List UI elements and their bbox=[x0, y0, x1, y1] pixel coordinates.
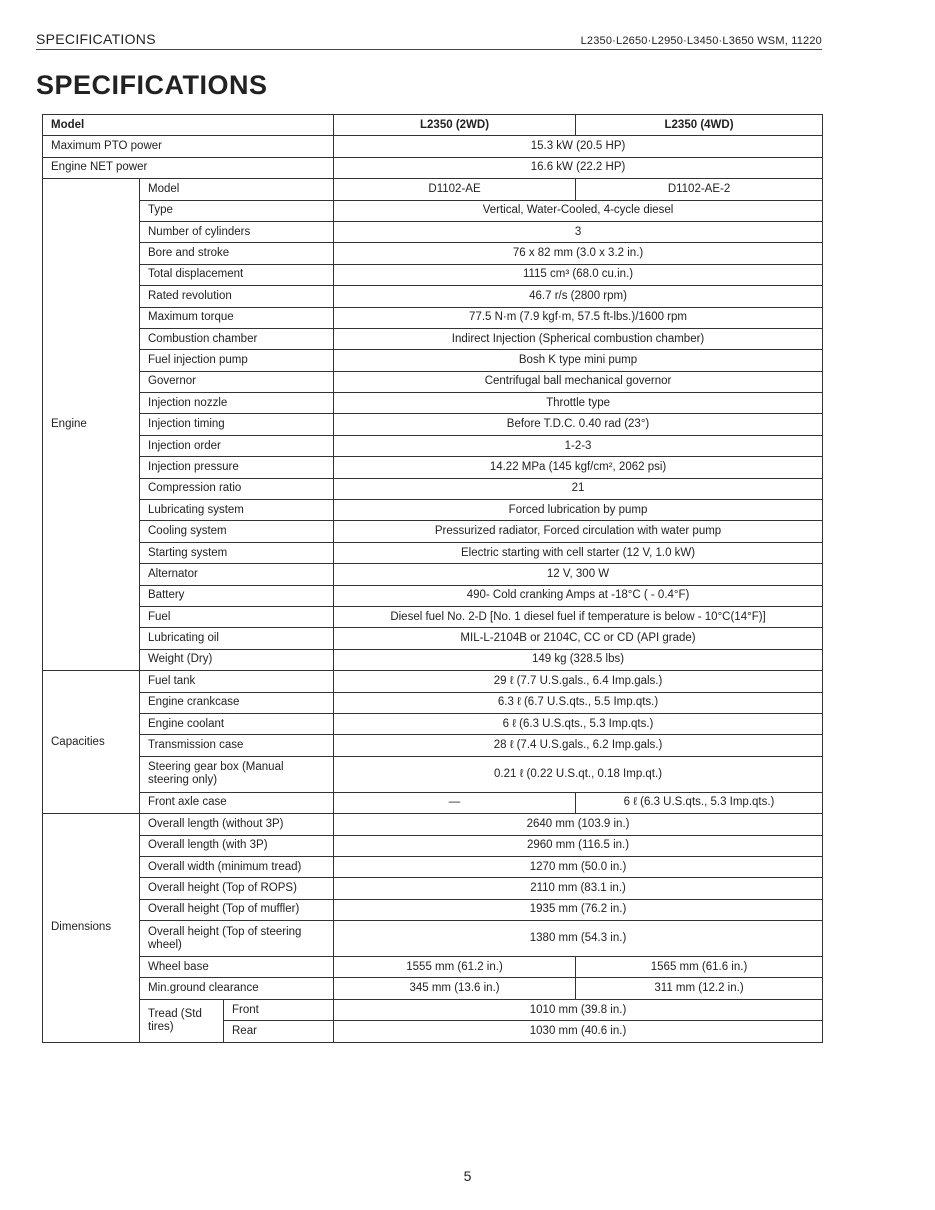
ground-clearance-2wd: 345 mm (13.6 in.) bbox=[334, 978, 576, 999]
engine-spec-label: Number of cylinders bbox=[140, 221, 334, 242]
specifications-table bbox=[42, 114, 823, 1043]
dimension-label: Overall width (minimum tread) bbox=[140, 856, 334, 877]
page-title: SPECIFICATIONS bbox=[36, 70, 268, 100]
table-row bbox=[43, 200, 823, 221]
table-row bbox=[43, 628, 823, 649]
dimension-label: Overall height (Top of muffler) bbox=[140, 899, 334, 920]
engine-spec-label: Battery bbox=[140, 585, 334, 606]
table-row bbox=[43, 328, 823, 349]
tread-rear-value: 1030 mm (40.6 in.) bbox=[334, 1021, 823, 1042]
engine-spec-value: 149 kg (328.5 lbs) bbox=[334, 649, 823, 670]
running-header-models: L2350·L2650·L2950·L3450·L3650 WSM, 11220 bbox=[580, 35, 822, 47]
engine-spec-value: 3 bbox=[334, 221, 823, 242]
table-row bbox=[43, 835, 823, 856]
table-row bbox=[43, 307, 823, 328]
capacity-value: 29 ℓ (7.7 U.S.gals., 6.4 Imp.gals.) bbox=[334, 671, 823, 692]
table-row bbox=[43, 978, 823, 999]
dimension-label: Overall height (Top of ROPS) bbox=[140, 878, 334, 899]
table-row bbox=[43, 606, 823, 627]
engine-spec-label: Rated revolution bbox=[140, 286, 334, 307]
capacity-value: 6.3 ℓ (6.7 U.S.qts., 5.5 Imp.qts.) bbox=[334, 692, 823, 713]
engine-spec-value: 1115 cm³ (68.0 cu.in.) bbox=[334, 264, 823, 285]
engine-spec-label: Injection nozzle bbox=[140, 393, 334, 414]
tread-rear-label: Rear bbox=[224, 1021, 334, 1042]
engine-spec-label: Fuel bbox=[140, 606, 334, 627]
engine-spec-value: Bosh K type mini pump bbox=[334, 350, 823, 371]
tread-label: Tread (Std tires) bbox=[140, 999, 224, 1042]
table-row bbox=[43, 921, 823, 957]
pto-power-label: Maximum PTO power bbox=[43, 136, 334, 157]
dimension-value: 1935 mm (76.2 in.) bbox=[334, 899, 823, 920]
engine-spec-value: 14.22 MPa (145 kgf/cm², 2062 psi) bbox=[334, 457, 823, 478]
engine-spec-label: Bore and stroke bbox=[140, 243, 334, 264]
table-row bbox=[43, 414, 823, 435]
capacities-category-cell: Capacities bbox=[43, 671, 140, 814]
tread-front-label: Front bbox=[224, 999, 334, 1020]
table-row bbox=[43, 435, 823, 456]
engine-spec-label: Fuel injection pump bbox=[140, 350, 334, 371]
engine-spec-value: Diesel fuel No. 2-D [No. 1 diesel fuel if temperature is below - 10°C(14°F)] bbox=[334, 606, 823, 627]
engine-spec-label: Starting system bbox=[140, 542, 334, 563]
engine-spec-label: Alternator bbox=[140, 564, 334, 585]
running-header-section: SPECIFICATIONS bbox=[36, 31, 156, 47]
ground-clearance-4wd: 311 mm (12.2 in.) bbox=[576, 978, 823, 999]
wheel-base-2wd: 1555 mm (61.2 in.) bbox=[334, 957, 576, 978]
table-row bbox=[43, 585, 823, 606]
capacity-value: 0.21 ℓ (0.22 U.S.qt., 0.18 Imp.qt.) bbox=[334, 756, 823, 792]
table-row bbox=[43, 999, 823, 1020]
table-row bbox=[43, 756, 823, 792]
engine-spec-label: Combustion chamber bbox=[140, 328, 334, 349]
engine-spec-value: 77.5 N·m (7.9 kgf·m, 57.5 ft-lbs.)/1600 rpm bbox=[334, 307, 823, 328]
table-row bbox=[43, 649, 823, 670]
table-row bbox=[43, 221, 823, 242]
header-rule bbox=[36, 49, 822, 50]
table-row bbox=[43, 671, 823, 692]
net-power-value: 16.6 kW (22.2 HP) bbox=[334, 157, 823, 178]
engine-spec-label: Maximum torque bbox=[140, 307, 334, 328]
capacity-label: Engine coolant bbox=[140, 713, 334, 734]
engine-spec-value: 46.7 r/s (2800 rpm) bbox=[334, 286, 823, 307]
table-row bbox=[43, 264, 823, 285]
table-row bbox=[43, 500, 823, 521]
table-row bbox=[43, 564, 823, 585]
table-row bbox=[43, 692, 823, 713]
dimension-label: Overall height (Top of steering wheel) bbox=[140, 921, 334, 957]
engine-spec-value: Forced lubrication by pump bbox=[334, 500, 823, 521]
engine-spec-value: MIL-L-2104B or 2104C, CC or CD (API grade) bbox=[334, 628, 823, 649]
table-row bbox=[43, 157, 823, 178]
engine-spec-label: Cooling system bbox=[140, 521, 334, 542]
net-power-label: Engine NET power bbox=[43, 157, 334, 178]
engine-spec-label: Compression ratio bbox=[140, 478, 334, 499]
front-axle-case-4wd: 6 ℓ (6.3 U.S.qts., 5.3 Imp.qts.) bbox=[576, 792, 823, 813]
engine-spec-label: Lubricating system bbox=[140, 500, 334, 521]
engine-spec-label: Total displacement bbox=[140, 264, 334, 285]
wheel-base-4wd: 1565 mm (61.6 in.) bbox=[576, 957, 823, 978]
table-row bbox=[43, 735, 823, 756]
model-4wd-header-cell: L2350 (4WD) bbox=[576, 115, 823, 136]
table-row bbox=[43, 350, 823, 371]
engine-spec-label: Governor bbox=[140, 371, 334, 392]
dimension-value: 2640 mm (103.9 in.) bbox=[334, 814, 823, 835]
engine-spec-label: Injection pressure bbox=[140, 457, 334, 478]
page-number: 5 bbox=[463, 1168, 472, 1184]
table-header-row bbox=[43, 115, 823, 136]
table-row bbox=[43, 542, 823, 563]
capacity-label: Steering gear box (Manual steering only) bbox=[140, 756, 334, 792]
engine-spec-value: Centrifugal ball mechanical governor bbox=[334, 371, 823, 392]
table-row bbox=[43, 179, 823, 200]
table-row bbox=[43, 136, 823, 157]
dimension-value: 2110 mm (83.1 in.) bbox=[334, 878, 823, 899]
table-row bbox=[43, 856, 823, 877]
engine-spec-value: Indirect Injection (Spherical combustion chamber) bbox=[334, 328, 823, 349]
engine-spec-label: Injection timing bbox=[140, 414, 334, 435]
front-axle-case-label: Front axle case bbox=[140, 792, 334, 813]
table-row bbox=[43, 713, 823, 734]
engine-spec-label: Injection order bbox=[140, 435, 334, 456]
engine-spec-value: 76 x 82 mm (3.0 x 3.2 in.) bbox=[334, 243, 823, 264]
table-row bbox=[43, 957, 823, 978]
engine-spec-value: 21 bbox=[334, 478, 823, 499]
table-row bbox=[43, 371, 823, 392]
dimension-value: 2960 mm (116.5 in.) bbox=[334, 835, 823, 856]
pto-power-value: 15.3 kW (20.5 HP) bbox=[334, 136, 823, 157]
engine-spec-value: 12 V, 300 W bbox=[334, 564, 823, 585]
capacity-value: 6 ℓ (6.3 U.S.qts., 5.3 Imp.qts.) bbox=[334, 713, 823, 734]
tread-front-value: 1010 mm (39.8 in.) bbox=[334, 999, 823, 1020]
engine-model-label: Model bbox=[140, 179, 334, 200]
table-row bbox=[43, 457, 823, 478]
table-row bbox=[43, 478, 823, 499]
engine-spec-value: Pressurized radiator, Forced circulation with water pump bbox=[334, 521, 823, 542]
wheel-base-label: Wheel base bbox=[140, 957, 334, 978]
capacity-label: Engine crankcase bbox=[140, 692, 334, 713]
table-row bbox=[43, 899, 823, 920]
front-axle-case-2wd: — bbox=[334, 792, 576, 813]
table-row bbox=[43, 521, 823, 542]
model-2wd-header-cell: L2350 (2WD) bbox=[334, 115, 576, 136]
dimension-label: Overall length (without 3P) bbox=[140, 814, 334, 835]
table-row bbox=[43, 878, 823, 899]
engine-model-2wd: D1102-AE bbox=[334, 179, 576, 200]
table-row bbox=[43, 243, 823, 264]
table-row bbox=[43, 286, 823, 307]
capacity-label: Fuel tank bbox=[140, 671, 334, 692]
dimension-value: 1380 mm (54.3 in.) bbox=[334, 921, 823, 957]
engine-spec-value: Electric starting with cell starter (12 V, 1.0 kW) bbox=[334, 542, 823, 563]
dimensions-category-cell: Dimensions bbox=[43, 814, 140, 1043]
engine-spec-value: 1-2-3 bbox=[334, 435, 823, 456]
engine-spec-label: Lubricating oil bbox=[140, 628, 334, 649]
engine-spec-label: Weight (Dry) bbox=[140, 649, 334, 670]
ground-clearance-label: Min.ground clearance bbox=[140, 978, 334, 999]
capacity-value: 28 ℓ (7.4 U.S.gals., 6.2 Imp.gals.) bbox=[334, 735, 823, 756]
table-row bbox=[43, 792, 823, 813]
engine-model-4wd: D1102-AE-2 bbox=[576, 179, 823, 200]
model-header-cell: Model bbox=[43, 115, 334, 136]
engine-spec-value: Throttle type bbox=[334, 393, 823, 414]
dimension-value: 1270 mm (50.0 in.) bbox=[334, 856, 823, 877]
dimension-label: Overall length (with 3P) bbox=[140, 835, 334, 856]
table-row bbox=[43, 393, 823, 414]
engine-spec-value: Vertical, Water-Cooled, 4-cycle diesel bbox=[334, 200, 823, 221]
table-row bbox=[43, 814, 823, 835]
engine-category-cell: Engine bbox=[43, 179, 140, 671]
capacity-label: Transmission case bbox=[140, 735, 334, 756]
engine-spec-value: Before T.D.C. 0.40 rad (23°) bbox=[334, 414, 823, 435]
engine-spec-value: 490- Cold cranking Amps at -18°C ( - 0.4°F) bbox=[334, 585, 823, 606]
engine-spec-label: Type bbox=[140, 200, 334, 221]
